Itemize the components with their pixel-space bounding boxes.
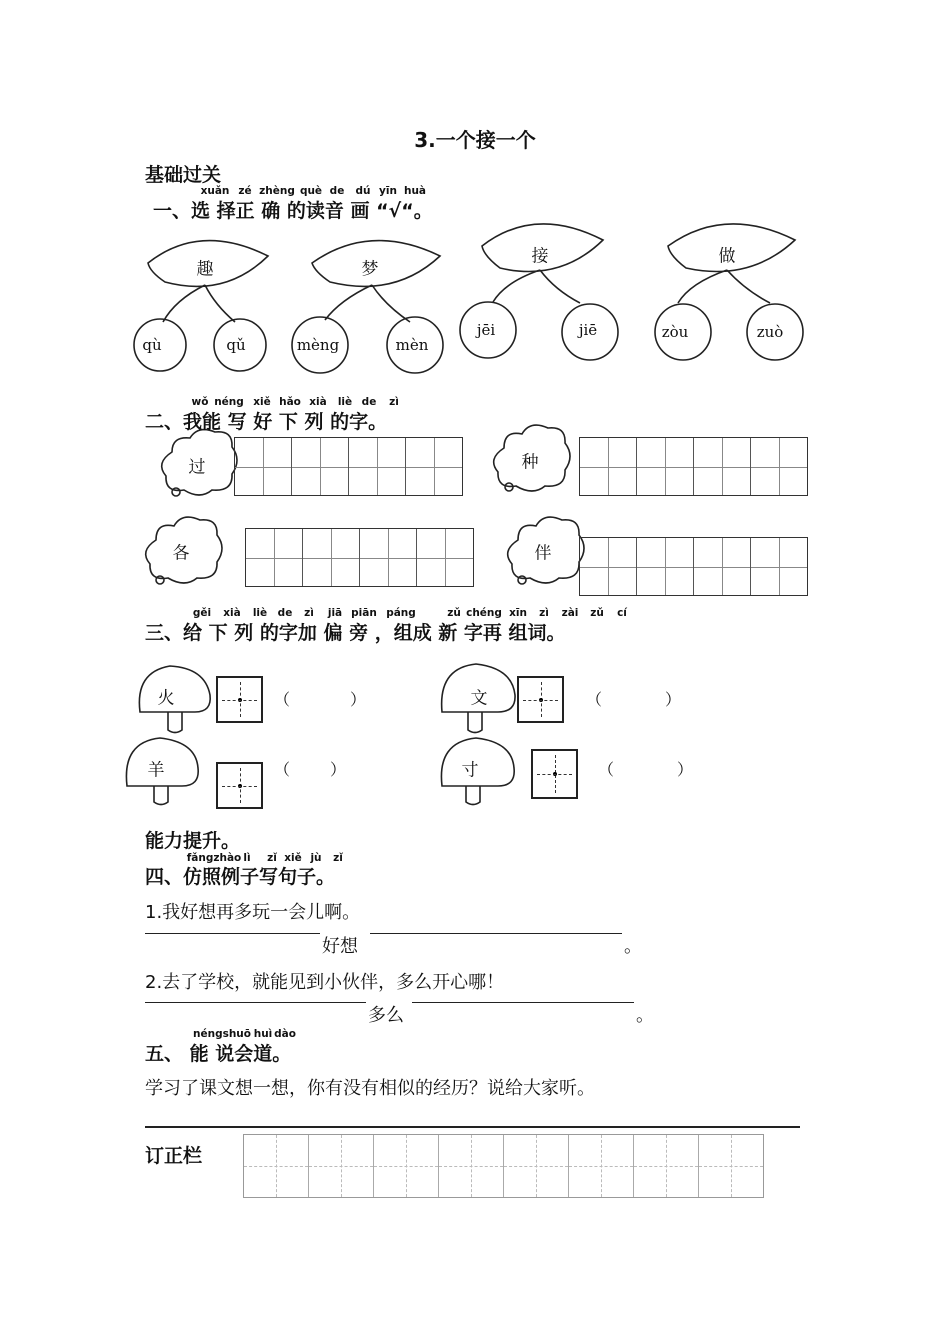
writing-grid[interactable]: [245, 528, 474, 587]
q4-mid-1: 好想: [322, 936, 358, 957]
pinyin: huì: [253, 1028, 273, 1040]
q1-option[interactable]: zòu: [661, 323, 689, 341]
pinyin: xià: [223, 607, 241, 619]
answer-line[interactable]: [145, 1002, 366, 1003]
pinyin: xià: [309, 396, 327, 408]
writing-grid[interactable]: [579, 437, 808, 496]
q1-label: 一、选 择正 确 的读音 画 “√“。: [153, 200, 433, 222]
pinyin: liè: [252, 607, 268, 619]
paren-close: ）: [350, 690, 367, 709]
q2-char: 伴: [534, 543, 552, 564]
pinyin: dú: [355, 185, 371, 197]
pinyin: de: [329, 185, 345, 197]
pinyin: zì: [304, 607, 314, 619]
pinyin: què: [299, 185, 323, 197]
paren-open: （: [274, 690, 291, 709]
paren-open: （: [586, 690, 603, 709]
writing-grid[interactable]: [579, 537, 808, 596]
paren-open: （: [598, 760, 615, 779]
q1-option[interactable]: jēi: [476, 321, 496, 339]
pinyin: de: [361, 396, 377, 408]
q1-option[interactable]: qǔ: [226, 336, 246, 354]
q3-char: 寸: [461, 760, 479, 781]
pinyin: zì: [389, 396, 399, 408]
q1-option[interactable]: jiē: [578, 321, 598, 339]
pinyin: xuǎn: [200, 185, 230, 197]
pinyin: chéng: [466, 607, 502, 619]
pinyin: cí: [617, 607, 627, 619]
paren-close: ）: [665, 690, 682, 709]
q3-char: 火: [157, 688, 175, 709]
mushroom-shape: [139, 666, 210, 712]
q4-example-2: 2.去了学校，就能见到小伙伴，多么开心哪！: [145, 972, 505, 993]
tian-grid[interactable]: [216, 762, 263, 809]
page-title: 3.一个接一个: [414, 128, 536, 152]
answer-line[interactable]: [412, 1002, 634, 1003]
q3-char: 羊: [147, 760, 165, 781]
answer-line[interactable]: [145, 933, 320, 934]
pinyin: néng: [214, 396, 244, 408]
pinyin: zǐ: [267, 852, 277, 864]
pinyin: xiě: [253, 396, 271, 408]
pinyin: páng: [386, 607, 416, 619]
q5-prompt: 学习了课文想一想，你有没有相似的经历？说给大家听。: [145, 1078, 595, 1099]
q4-end-1: 。: [624, 936, 642, 957]
pinyin: zé: [238, 185, 252, 197]
pinyin: gěi: [192, 607, 212, 619]
pinyin: wǒ: [191, 396, 209, 408]
q1-option[interactable]: qù: [142, 336, 162, 354]
q3-label: 三、给 下 列 的字加 偏 旁 ，组成 新 字再 组词。: [145, 622, 566, 644]
pinyin: fǎngzhào: [186, 852, 242, 864]
pinyin: piān: [351, 607, 377, 619]
q1-option[interactable]: mèng: [296, 336, 340, 354]
q1-option[interactable]: zuò: [756, 323, 784, 341]
q2-char: 过: [188, 457, 206, 478]
correction-grid[interactable]: [243, 1134, 764, 1198]
pinyin: xīn: [509, 607, 527, 619]
pinyin: zǔ: [447, 607, 461, 619]
pinyin: lì: [243, 852, 251, 864]
answer-line[interactable]: [370, 933, 622, 934]
pinyin: zǔ: [590, 607, 604, 619]
q2-char: 种: [521, 452, 539, 473]
q1-char: 做: [718, 246, 736, 267]
q4-example-1: 1.我好想再多玩一会儿啊。: [145, 902, 361, 923]
pinyin: huà: [403, 185, 427, 197]
q3-char: 文: [470, 688, 488, 709]
q5-label: 五、 能 说会道。: [145, 1043, 292, 1065]
pinyin: de: [277, 607, 293, 619]
pinyin: dào: [274, 1028, 296, 1040]
section-ability: 能力提升。: [145, 830, 241, 852]
tian-grid[interactable]: [531, 749, 578, 799]
q4-mid-2: 多么: [368, 1005, 404, 1026]
pinyin: zài: [561, 607, 579, 619]
q1-char: 梦: [361, 259, 379, 280]
writing-grid[interactable]: [234, 437, 463, 496]
pinyin: xiě: [284, 852, 302, 864]
correction-label: 订正栏: [145, 1145, 203, 1167]
pinyin: néngshuō: [192, 1028, 252, 1040]
pinyin: liè: [337, 396, 353, 408]
pinyin: zǐ: [333, 852, 343, 864]
q4-label: 四、仿照例子写句子。: [145, 866, 336, 888]
q2-char: 各: [172, 543, 190, 564]
answer-line[interactable]: [145, 1126, 800, 1128]
pinyin: zhèng: [259, 185, 295, 197]
paren-open: （: [274, 760, 291, 779]
tian-grid[interactable]: [517, 676, 564, 723]
q2-label: 二、我能 写 好 下 列 的字。: [145, 411, 388, 433]
pinyin: jù: [310, 852, 322, 864]
pinyin: zì: [539, 607, 549, 619]
q1-char: 接: [531, 246, 549, 267]
paren-close: ）: [677, 760, 694, 779]
tian-grid[interactable]: [216, 676, 263, 723]
section-basic: 基础过关: [145, 164, 222, 186]
paren-close: ）: [330, 760, 347, 779]
q1-char: 趣: [196, 259, 214, 280]
q4-end-2: 。: [636, 1005, 654, 1026]
pinyin: yīn: [379, 185, 397, 197]
pinyin: jiā: [327, 607, 343, 619]
q1-option[interactable]: mèn: [395, 336, 429, 354]
pinyin: hǎo: [279, 396, 301, 408]
